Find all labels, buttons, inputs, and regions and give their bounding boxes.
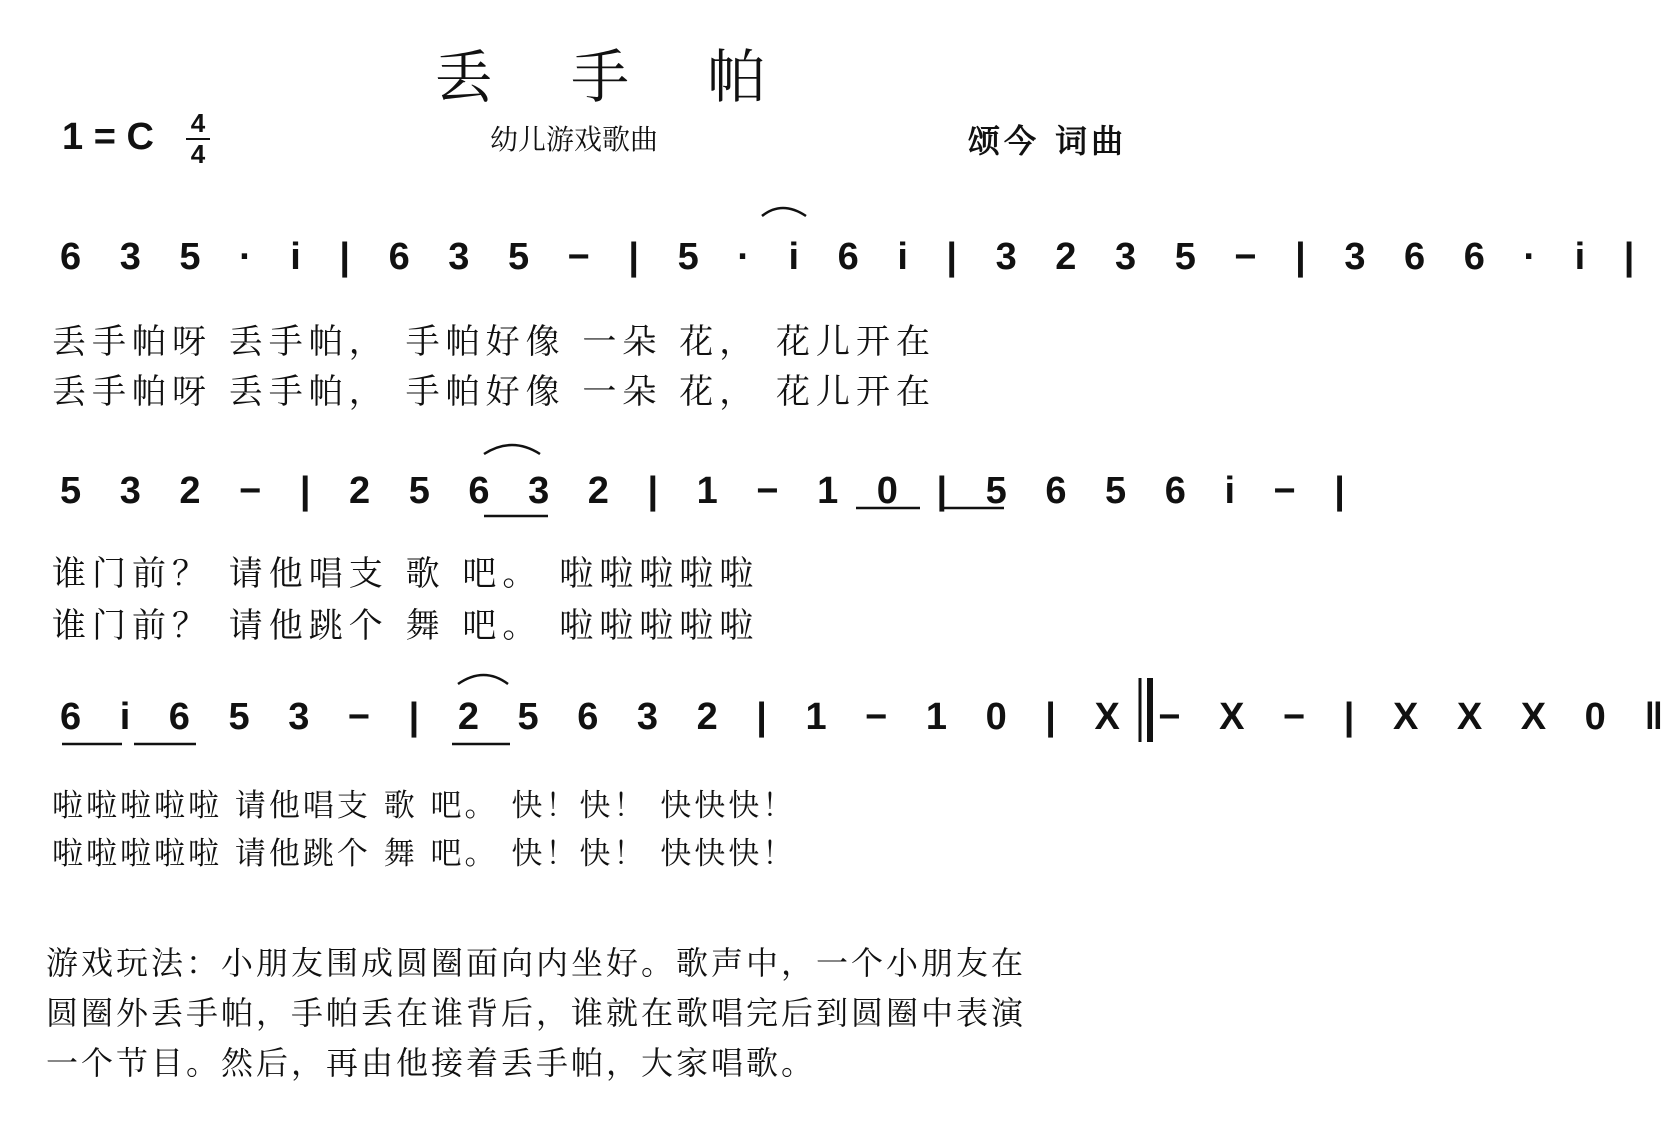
tie-mark-3 [458, 675, 508, 684]
lyrics-line-1-verse-1: 丢手帕呀 丢手帕， 手帕好像 一朵 花， 花儿开在 [52, 322, 937, 362]
tie-mark-2 [484, 445, 540, 454]
time-signature-numerator: 4 [190, 108, 206, 138]
song-author: 颂今 词曲 [968, 122, 1128, 160]
lyrics-line-2-verse-1: 谁门前？ 请他唱支 歌 吧。 啦啦啦啦啦 [52, 554, 760, 594]
notation-line-3: 6 i 6 5 3 − | 2 5 6 3 2 | 1 − 1 0 | X − X − | X X X 0 ‖ [60, 696, 1677, 738]
notation-line-1: 6 3 5 · i | 6 3 5 − | 5 · i 6 i | 3 2 3 5 − | 3 6 6 · i | [60, 236, 1649, 278]
song-title: 丢 手 帕 [434, 43, 796, 111]
lyrics-line-3-verse-1: 啦啦啦啦啦 请他唱支 歌 吧。 快！快！ 快快快！ [52, 788, 797, 824]
game-rules-line-1: 游戏玩法：小朋友围成圆圈面向内坐好。歌声中，一个小朋友在 [46, 944, 1027, 982]
key-signature: 1 = C [62, 116, 154, 158]
lyrics-line-2-verse-2: 谁门前？ 请他跳个 舞 吧。 啦啦啦啦啦 [52, 606, 760, 646]
game-rules-line-3: 一个节目。然后，再由他接着丢手帕，大家唱歌。 [46, 1044, 817, 1082]
game-rules-line-2: 圆圈外丢手帕，手帕丢在谁背后，谁就在歌唱完后到圆圈中表演 [46, 994, 1027, 1032]
lyrics-line-3-verse-2: 啦啦啦啦啦 请他跳个 舞 吧。 快！快！ 快快快！ [52, 836, 797, 872]
notation-line-2: 5 3 2 − | 2 5 6 3 2 | 1 − 1 0 | 5 6 5 6 i − | [60, 470, 1359, 512]
lyrics-line-1-verse-2: 丢手帕呀 丢手帕， 手帕好像 一朵 花， 花儿开在 [52, 372, 937, 412]
song-subtitle: 幼儿游戏歌曲 [490, 123, 659, 156]
time-signature-denominator: 4 [190, 139, 206, 169]
tie-mark-1 [762, 208, 806, 216]
